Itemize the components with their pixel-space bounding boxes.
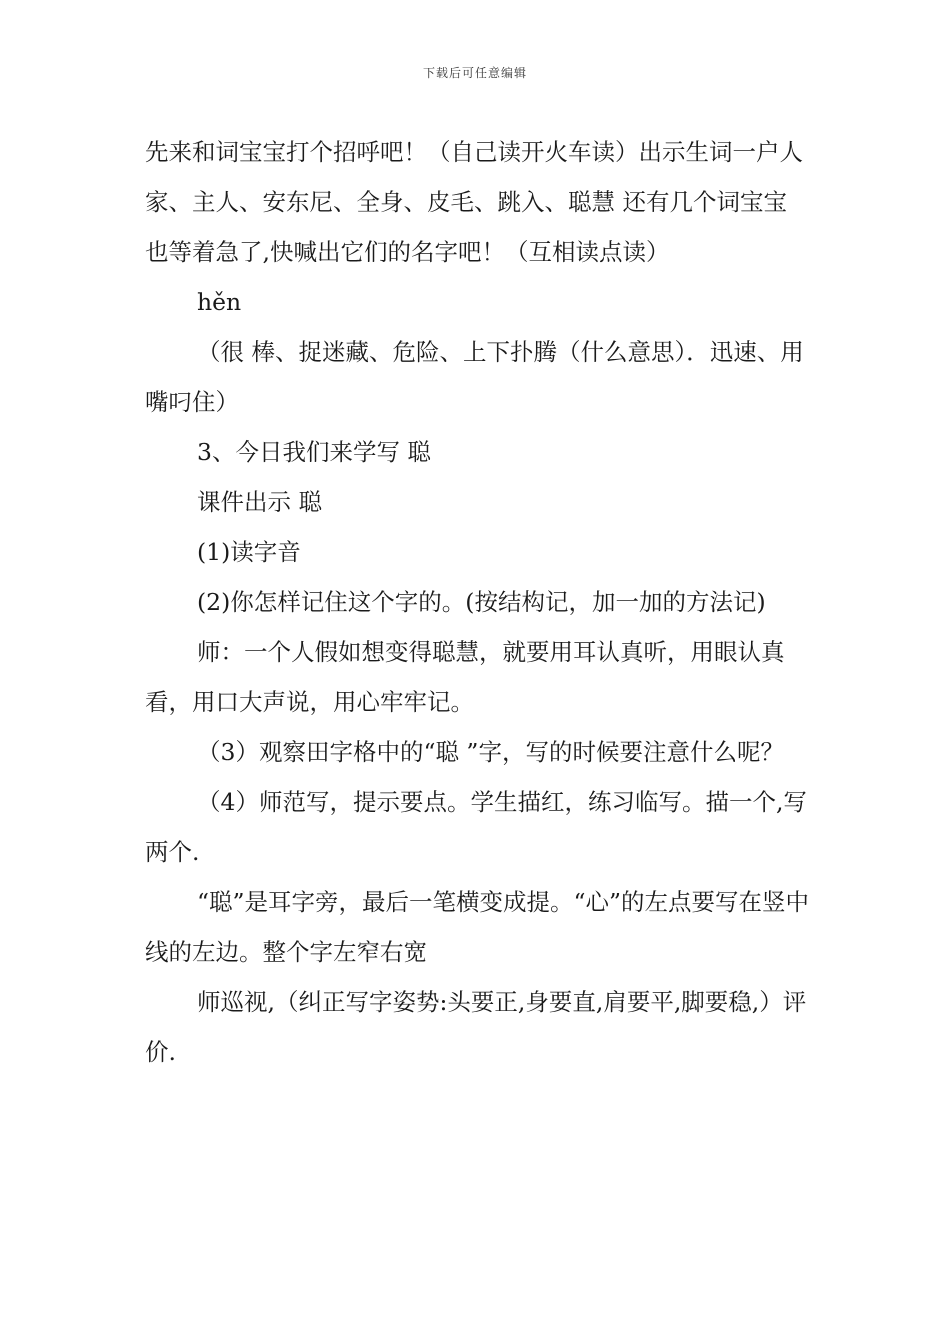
paragraph-3: （很 棒、捉迷藏、危险、上下扑腾（什么意思）．迅速、用嘴叼住） bbox=[145, 338, 804, 416]
paragraph-10: （4）师范写，提示要点。学生描红，练习临写。描一个,写两个. bbox=[145, 788, 807, 866]
paragraph-11: “聪”是耳字旁，最后一笔横变成提。“心”的左点要写在竖中线的左边。整个字左窄右宽 bbox=[145, 888, 810, 966]
document-body bbox=[145, 127, 810, 1077]
paragraph-7: (2)你怎样记住这个字的。(按结构记，加一加的方法记) bbox=[197, 588, 766, 616]
paragraph-9: （3）观察田字格中的“聪 ”字，写的时候要注意什么呢？ bbox=[197, 738, 784, 766]
paragraph-1: 先来和词宝宝打个招呼吧！（自己读开火车读）出示生词一户人家、主人、安东尼、全身、皮毛、跳入、聪慧 还有几个词宝宝也等着急了,快喊出它们的名字吧！（互相读点读） bbox=[145, 138, 803, 266]
paragraph-12: 师巡视,（纠正写字姿势:头要正,身要直,肩要平,脚要稳,）评价. bbox=[145, 988, 807, 1066]
page-header: 下载后可任意编辑 bbox=[422, 66, 527, 80]
paragraph-6: (1)读字音 bbox=[197, 538, 301, 566]
paragraph-pinyin: hěn bbox=[197, 288, 242, 316]
paragraph-4: 3、今日我们来学写 聪 bbox=[197, 438, 431, 466]
paragraph-8: 师：一个人假如想变得聪慧，就要用耳认真听，用眼认真看，用口大声说，用心牢牢记。 bbox=[145, 638, 785, 716]
paragraph-5: 课件出示 聪 bbox=[197, 488, 322, 516]
